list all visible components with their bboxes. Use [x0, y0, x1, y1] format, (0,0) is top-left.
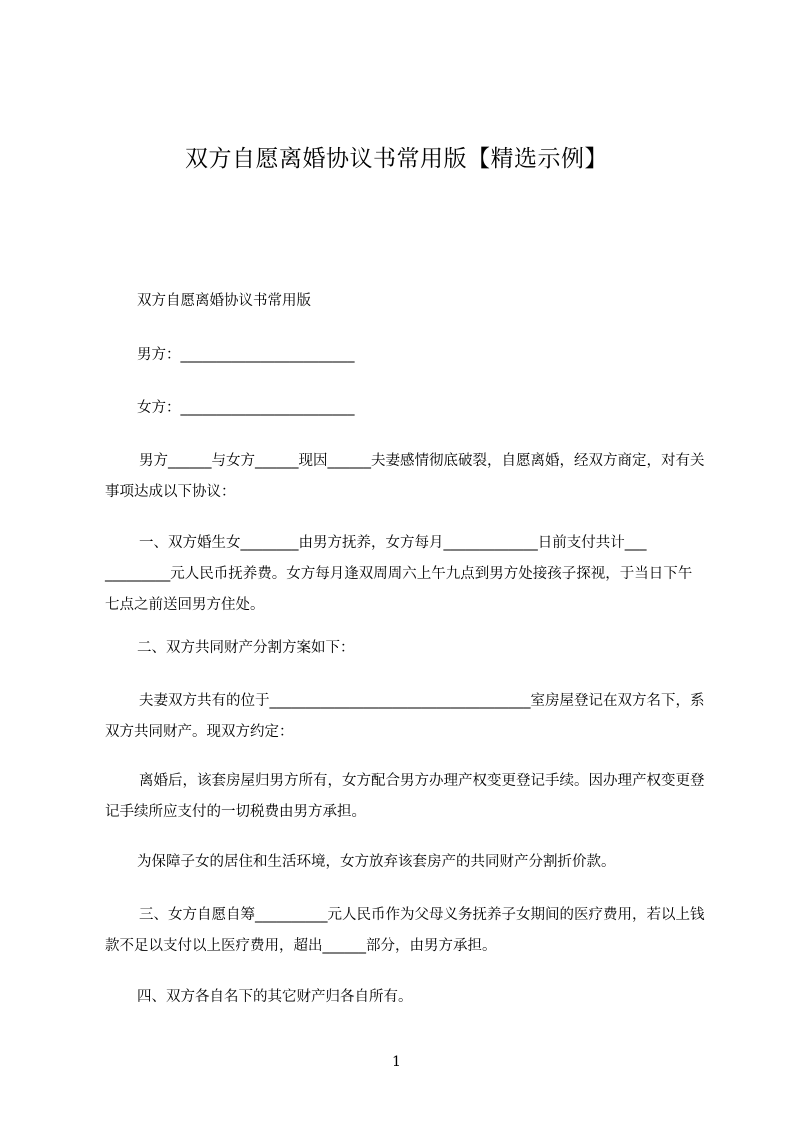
female-party-line: 女方：________________________: [137, 400, 355, 416]
paragraph-clause-3: 三、女方自愿自筹__________元人民币作为父母义务抚养子女期间的医疗费用，若以上钱款不足以支付以上医疗费用，超出______部分，由男方承担。: [105, 907, 705, 954]
paragraph-intro: 男方______与女方______现因______夫妻感情彻底破裂，自愿离婚，经双方商定，对有关事项达成以下协议：: [105, 453, 705, 500]
paragraph-clause-4: 四、双方各自名下的其它财产归各自所有。: [137, 989, 413, 1005]
paragraph-property: 夫妻双方共有的位于____________________________________室房屋登记在双方名下，系双方共同财产。现双方约定：: [105, 693, 705, 740]
page-number: 1: [392, 1054, 401, 1070]
paragraph-clause-2: 二、双方共同财产分割方案如下：: [137, 640, 355, 656]
male-party-line: 男方：________________________: [137, 347, 355, 363]
document-title: 双方自愿离婚协议书常用版【精选示例】: [185, 146, 608, 172]
paragraph-children-housing: 为保障子女的居住和生活环境，女方放弃该套房产的共同财产分割折价款。: [137, 854, 616, 870]
paragraph-after-divorce: 离婚后，该套房屋归男方所有，女方配合男方办理产权变更登记手续。因办理产权变更登记手续所应支付的一切税费由男方承担。: [105, 773, 705, 820]
paragraph-clause-1: 一、双方婚生女________由男方抚养，女方每月_____________日前支付共计___ _________元人民币抚养费。女方每月逢双周周六上午九点到男方处接孩子探视，于当日下午七点之前送回男方住处。: [105, 535, 693, 613]
document-subtitle: 双方自愿离婚协议书常用版: [137, 293, 311, 309]
